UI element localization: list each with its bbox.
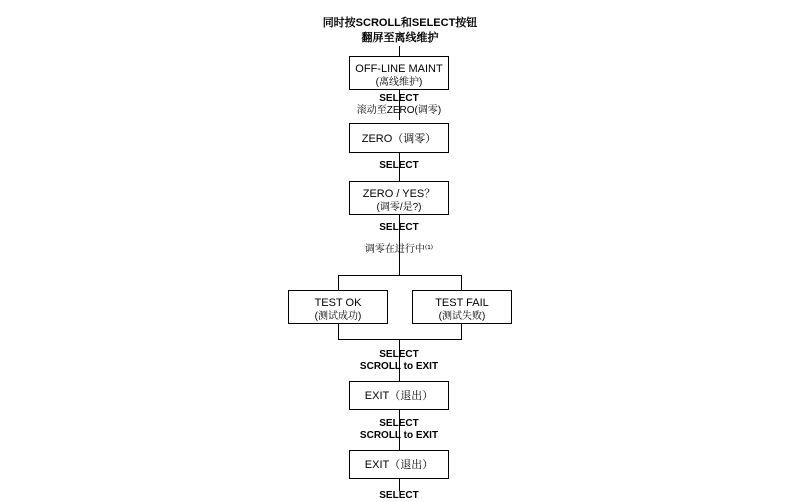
connector-label-scroll-to-exit-2: SCROLL to EXIT (359, 430, 439, 441)
connector-label-scroll-to-zero: 滚动至ZERO(调零) (356, 105, 442, 116)
connector-split-right (461, 275, 462, 290)
node-off-line-maint[interactable] (349, 56, 449, 90)
connector-label-select-1: SELECT (379, 93, 419, 104)
diagram-title-line2: 翻屏至离线维护 (361, 32, 439, 44)
node-test-ok-line2: (测试成功) (314, 311, 362, 322)
connector-label-zero-in-progress: 调零在进行中⁽¹⁾ (364, 244, 434, 255)
connector-merge-bar (338, 339, 462, 340)
node-zero-yes-line2: (调零/是?) (376, 202, 422, 213)
node-test-ok-line1: TEST OK (314, 297, 362, 309)
node-exit-1[interactable] (349, 381, 449, 410)
node-off-line-maint-line1: OFF-LINE MAINT (355, 63, 443, 75)
node-test-fail-line1: TEST FAIL (435, 297, 489, 309)
connector-label-select-2: SELECT (379, 160, 419, 171)
connector-merge-left (338, 324, 339, 339)
connector-label-select-6: SELECT (379, 490, 419, 501)
connector-label-select-3: SELECT (379, 222, 419, 233)
node-exit-1-line1: EXIT（退出） (364, 390, 434, 402)
connector-label-select-5: SELECT (379, 418, 419, 429)
connector-label-scroll-to-exit-1: SCROLL to EXIT (359, 361, 439, 372)
connector-label-select-4: SELECT (379, 349, 419, 360)
node-zero-yes-line1: ZERO / YES？ (362, 188, 436, 200)
node-test-ok[interactable] (288, 290, 388, 324)
node-test-fail[interactable] (412, 290, 512, 324)
node-zero-line1: ZERO（调零） (361, 133, 437, 145)
connector-title-to-offline (399, 46, 400, 56)
connector-split-bar (338, 275, 462, 276)
node-exit-2-line1: EXIT（退出） (364, 459, 434, 471)
connector-split-left (338, 275, 339, 290)
node-test-fail-line2: (测试失败) (438, 311, 486, 322)
diagram-title-line1: 同时按SCROLL和SELECT按钮 (322, 17, 478, 29)
connector-merge-right (461, 324, 462, 339)
node-zero-yes[interactable] (349, 181, 449, 215)
node-exit-2[interactable] (349, 450, 449, 479)
node-off-line-maint-line2: (离线维护) (375, 77, 423, 88)
node-zero[interactable] (349, 123, 449, 153)
